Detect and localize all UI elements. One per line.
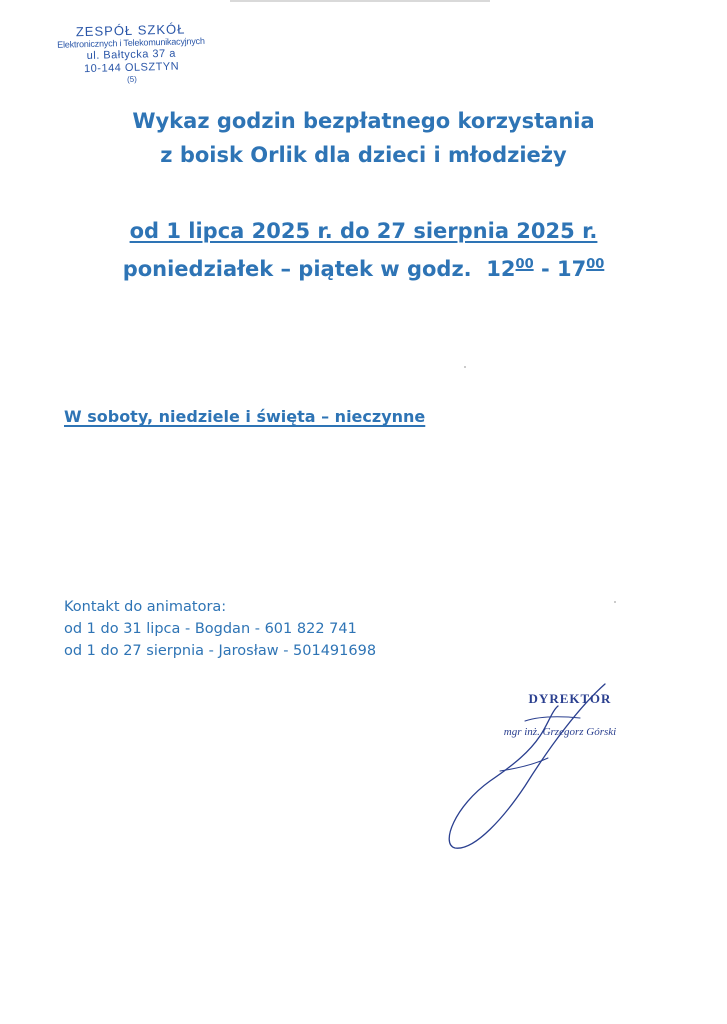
- stamp-city: 10-144 OLSZTYN: [83, 60, 180, 76]
- stamp-street: ul. Bałtycka 37 a: [86, 47, 177, 62]
- scan-speck: [614, 601, 616, 603]
- handwritten-signature-icon: [430, 676, 630, 866]
- scan-edge-line: [230, 0, 490, 2]
- document-title: [0, 104, 727, 172]
- school-stamp: [48, 22, 215, 87]
- director-title: DYREKTOR: [528, 691, 612, 706]
- title-line-2: z boisk Orlik dla dzieci i młodzieży: [160, 143, 567, 167]
- contact-entry: od 1 do 27 sierpnia - Jarosław - 501491698: [64, 643, 377, 659]
- date-range: od 1 lipca 2025 r. do 27 sierpnia 2025 r.: [129, 219, 598, 243]
- days-prefix: poniedziałek – piątek w godz.: [122, 257, 472, 281]
- stamp-number: (5): [126, 74, 137, 84]
- contact-block: [64, 596, 376, 662]
- schedule-block: [0, 214, 727, 286]
- end-hour: 17: [556, 257, 587, 281]
- director-name: mgr inż. Grzegorz Górski: [503, 726, 617, 738]
- stamp-school-subtitle: Elektronicznych i Telekomunikacyjnych: [57, 35, 205, 50]
- start-minutes: 00: [515, 257, 534, 272]
- opening-hours: [0, 248, 727, 286]
- time-separator: -: [540, 257, 550, 281]
- start-hour: 12: [486, 257, 516, 281]
- scan-speck: [464, 366, 466, 368]
- title-line-1: Wykaz godzin bezpłatnego korzystania: [132, 109, 595, 133]
- end-minutes: 00: [586, 257, 605, 272]
- weekend-notice: W soboty, niedziele i święta – nieczynne: [64, 407, 426, 426]
- contact-heading: Kontakt do animatora:: [64, 599, 227, 615]
- stamp-school-name: ZESPÓŁ SZKÓŁ: [75, 21, 186, 40]
- contact-entry: od 1 do 31 lipca - Bogdan - 601 822 741: [64, 621, 357, 637]
